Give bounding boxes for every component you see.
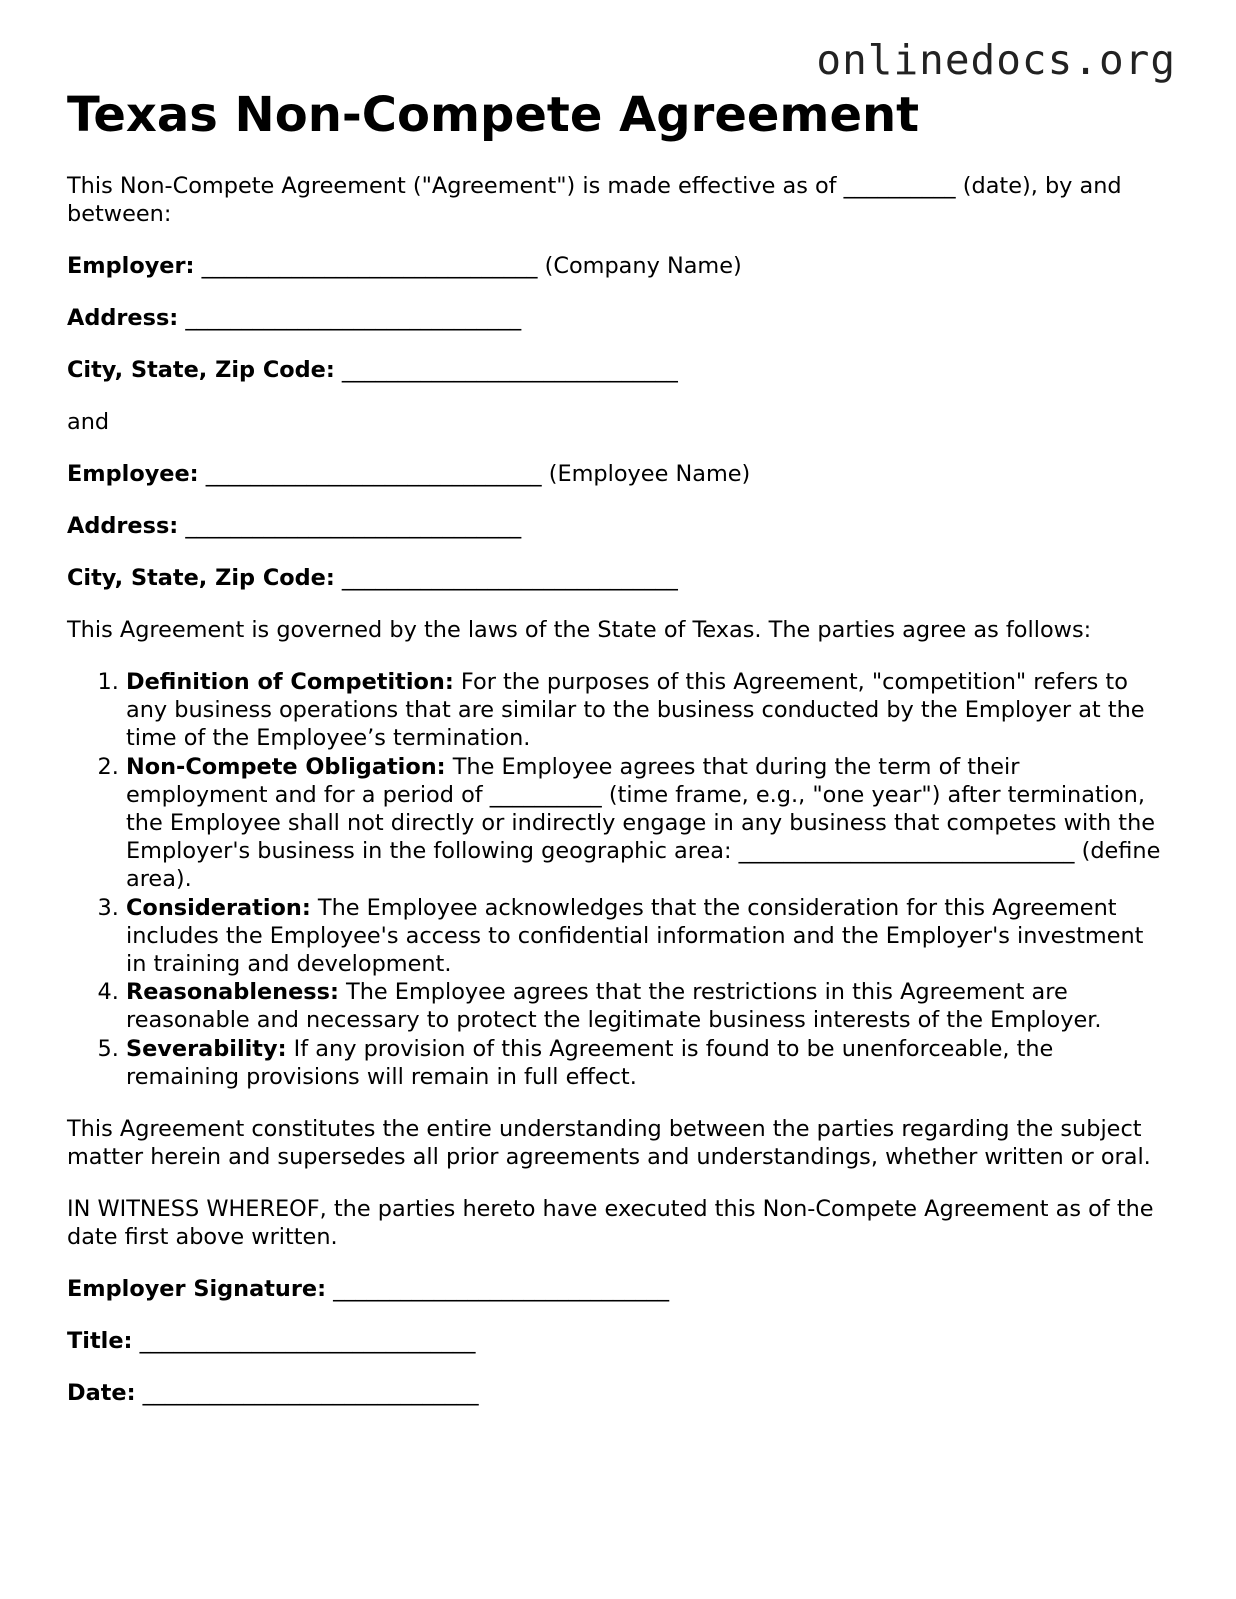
employee-address-blank: ______________________________ — [178, 513, 522, 539]
employee-address-label: Address: — [67, 513, 179, 539]
employee-address-field — [67, 512, 1167, 540]
clause-list — [67, 668, 1167, 1091]
employee-label: Employee: — [67, 461, 199, 487]
clause-text: The Employee agrees that during the term of their employment and for a period of __________ (time frame, e.g., "one year") after termination, the Employee shall not directly or indirectly engage in any business that competes with the Employer's business in the following geographic area: ______________________________ (define area). — [126, 753, 1161, 893]
employer-signature-field — [67, 1275, 1167, 1303]
entire-agreement-paragraph: This Agreement constitutes the entire understanding between the parties regarding the subject matter herein and supersedes all prior agreements and understandings, whether written or oral. — [67, 1116, 1151, 1171]
employer-city-label: City, State, Zip Code: — [67, 357, 335, 383]
title-label: Title: — [67, 1328, 133, 1355]
clause-heading: Severability: — [126, 1035, 287, 1062]
and-text: and — [67, 409, 110, 435]
employer-label: Employer: — [67, 253, 195, 279]
clause-text: For the purposes of this Agreement, "competition" refers to any business operations that are similar to the business conducted by the Employer at the time of the Employee’s termination. — [126, 669, 1145, 752]
clause-item — [126, 1035, 1167, 1091]
clause-item — [126, 978, 1167, 1034]
title-blank: ______________________________ — [132, 1328, 476, 1355]
employee-city-field — [67, 564, 1167, 592]
employer-field — [67, 252, 1167, 280]
date-field — [67, 1379, 1167, 1407]
date-blank: ______________________________ — [135, 1380, 479, 1407]
employer-city-blank: ______________________________ — [334, 357, 678, 383]
document-title: Texas Non-Compete Agreement — [67, 87, 920, 143]
clause-item — [126, 668, 1167, 753]
employee-city-blank: ______________________________ — [334, 565, 678, 591]
clause-heading: Non-Compete Obligation: — [126, 753, 446, 780]
signature-label: Employer Signature: — [67, 1276, 327, 1303]
employee-city-label: City, State, Zip Code: — [67, 565, 335, 591]
title-field — [67, 1327, 1167, 1355]
date-label: Date: — [67, 1380, 136, 1407]
clause-heading: Definition of Competition: — [126, 669, 454, 695]
clause-text: The Employee agrees that the restrictions in this Agreement are reasonable and necessary to protect the legitimate business interests of the Employer. — [126, 979, 1102, 1034]
governed-paragraph: This Agreement is governed by the laws of the State of Texas. The parties agree as follows: — [67, 617, 1092, 643]
clause-heading: Consideration: — [126, 894, 311, 921]
signature-blank: ______________________________ — [326, 1276, 670, 1303]
clause-text: The Employee acknowledges that the consideration for this Agreement includes the Employee's access to confidential information and the Employer's investment in training and development. — [126, 894, 1144, 978]
clause-item — [126, 894, 1167, 979]
clause-text: If any provision of this Agreement is found to be unenforceable, the remaining provisions will remain in full effect. — [126, 1035, 1054, 1090]
watermark: onlinedocs.org — [816, 36, 1176, 84]
witness-paragraph: IN WITNESS WHEREOF, the parties hereto have executed this Non-Compete Agreement as of the date first above written. — [67, 1196, 1154, 1251]
employer-blank: ______________________________ (Company Name) — [194, 253, 742, 279]
clause-heading: Reasonableness: — [126, 979, 339, 1006]
document-page — [67, 87, 1167, 1431]
clause-item — [126, 753, 1167, 894]
employee-blank: ______________________________ (Employee Name) — [198, 461, 751, 487]
intro-paragraph: This Non-Compete Agreement ("Agreement") is made effective as of __________ (date), by and between: — [67, 173, 1122, 227]
employer-address-blank: ______________________________ — [178, 305, 522, 331]
employer-address-label: Address: — [67, 305, 179, 331]
employer-city-field — [67, 356, 1167, 384]
employee-field — [67, 460, 1167, 488]
employer-address-field — [67, 304, 1167, 332]
